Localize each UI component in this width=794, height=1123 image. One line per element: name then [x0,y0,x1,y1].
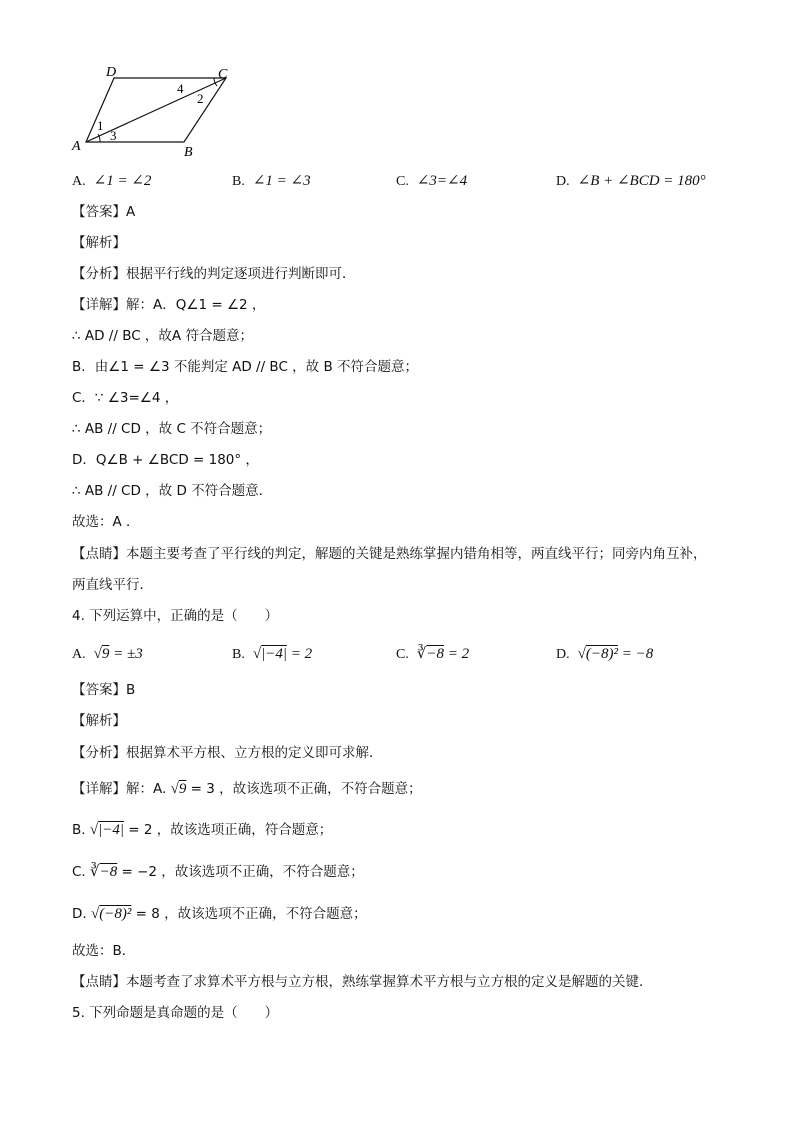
radical-sign: √ [577,646,586,662]
vertex-label-a: A [72,139,81,154]
option-text: ∠3=∠4 [416,173,468,189]
q4-stem: 4. 下列运算中，正确的是（ ） [72,608,279,624]
radicand: −8 [426,646,445,662]
angle-label-2: 2 [197,91,204,106]
radical-sign: √ [93,646,102,662]
q3-option-b [232,171,311,192]
detail-rest: = 2 ，故该选项正确，符合题意； [123,822,333,838]
parallelogram-figure [70,64,240,159]
option-label: D. [556,174,570,189]
option-rest: = 2 [444,646,470,662]
q4-dianjing: 【点睛】本题考查了求算术平方根与立方根，熟练掌握算术平方根与立方根的定义是解题的关键． [72,974,653,990]
option-label: B. [232,174,245,189]
q4-detail-a: 【详解】解：A. √9 = 3 ，故该选项不正确，不符合题意； [72,781,422,797]
q4-choose: 故选：B． [72,943,136,959]
option-rest: = −8 [617,646,654,662]
detail-rest: = 8 ，故该选项不正确，不符合题意； [131,906,367,922]
radicand: 9 [101,646,110,662]
q3-detail-line: ∴ AB // CD ，故 D 不符合题意． [72,483,273,499]
q3-fenxi: 【分析】根据平行线的判定逐项进行判断即可． [72,266,356,282]
vertex-label-b: B [184,145,193,159]
angle-label-1: 1 [97,118,104,133]
q3-dianjing: 【点睛】本题主要考查了平行线的判定，解题的关键是熟练掌握内错角相等，两直线平行；同旁内角互补， [72,546,707,562]
option-text: ∠1 = ∠3 [252,173,311,189]
q3-detail-line: B．由∠1 = ∠3 不能判定 AD // BC ，故 B 不符合题意； [72,359,419,375]
option-rest: = ±3 [109,646,143,662]
q4-detail-d: D. √(−8)² = 8 ，故该选项不正确，不符合题意； [72,906,367,922]
q3-option-a [72,171,151,192]
q3-detail-line: ∴ AD // BC ，故A 符合题意； [72,328,253,344]
radicand: (−8)² [99,906,132,922]
q3-detail-line: ∴ AB // CD ，故 C 不符合题意； [72,421,272,437]
option-rest: = 2 [286,646,313,662]
radicand: 9 [178,781,187,797]
option-label: C. [396,174,409,189]
q3-detail-line: 【详解】解：A．Q∠1 = ∠2 ， [72,297,266,313]
q3-dianjing-cont: 两直线平行． [72,577,153,593]
radicand: |−4| [98,822,124,838]
q3-answer: 【答案】A [72,204,136,220]
vertex-label-c: C [218,67,228,82]
q4-detail-b: B. √|−4| = 2 ，故该选项正确，符合题意； [72,822,333,838]
q4-option-b [232,644,312,665]
detail-prefix: 【详解】解：A. [72,781,171,797]
radicand: (−8)² [585,646,618,662]
detail-prefix: C. [72,864,91,880]
option-text: ∠1 = ∠2 [93,173,152,189]
option-label: B. [232,647,245,662]
option-label: D. [556,647,570,662]
radicand: |−4| [261,646,287,662]
q3-jiexi: 【解析】 [72,235,126,251]
radical-sign: ∛ [416,646,427,662]
radicand: −8 [99,864,118,880]
q4-option-d [556,644,653,665]
option-label: C. [396,647,409,662]
option-label: A. [72,647,86,662]
detail-rest: = −2 ，故该选项不正确，不符合题意； [117,864,364,880]
q4-answer: 【答案】B [72,682,136,698]
q4-detail-c: C. ∛−8 = −2 ，故该选项不正确，不符合题意； [72,864,364,880]
q3-detail-line: C．∵ ∠3=∠4 ， [72,390,179,406]
radical-sign: √ [252,646,262,662]
angle-label-4: 4 [177,81,184,96]
detail-prefix: B. [72,822,90,838]
angle-label-3: 3 [110,128,117,143]
q3-option-c [396,171,467,192]
q3-option-d [556,171,706,192]
q3-choose: 故选：A ． [72,514,140,530]
q3-detail-line: D．Q∠B + ∠BCD = 180° ， [72,452,259,468]
vertex-label-d: D [106,65,117,80]
q4-fenxi: 【分析】根据算术平方根、立方根的定义即可求解． [72,745,383,761]
option-label: A. [72,174,86,189]
q4-option-a [72,644,143,665]
q4-jiexi: 【解析】 [72,713,126,729]
option-text: ∠B + ∠BCD = 180° [577,173,706,189]
detail-rest: = 3 ，故该选项不正确，不符合题意； [186,781,422,797]
detail-prefix: D. [72,906,91,922]
q5-stem: 5. 下列命题是真命题的是（ ） [72,1005,279,1021]
q4-option-c [396,644,469,665]
